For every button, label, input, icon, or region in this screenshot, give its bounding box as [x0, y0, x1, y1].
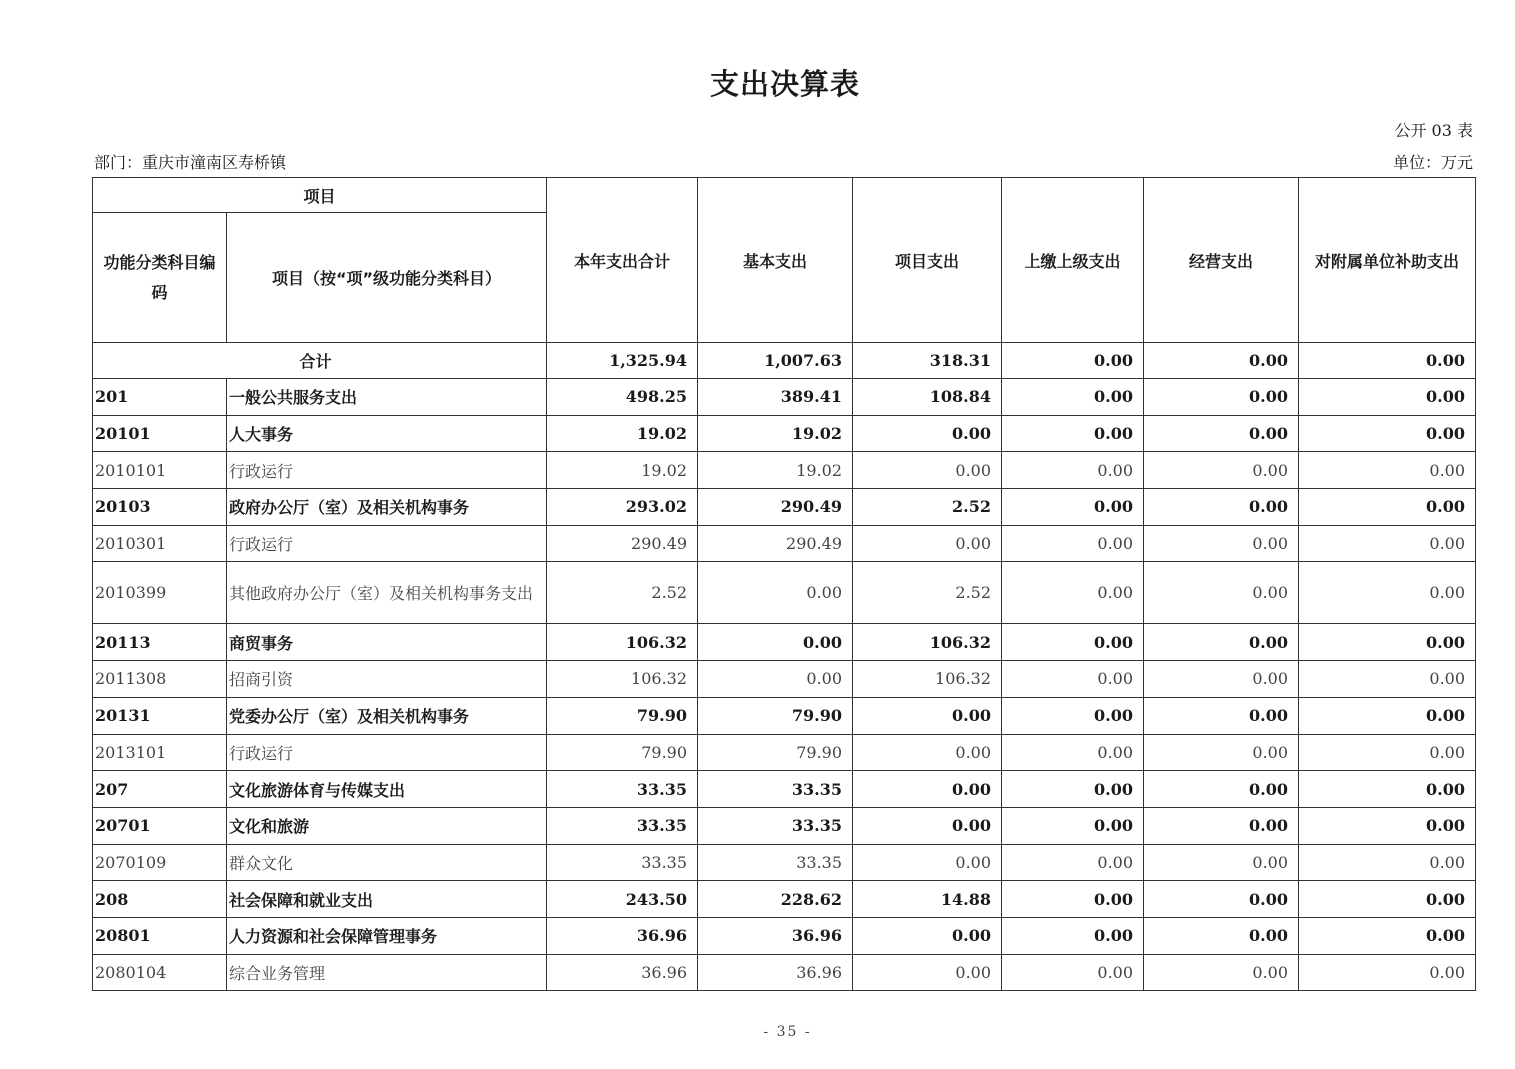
row-value: 0.00: [1144, 562, 1299, 624]
header-upper: 上缴上级支出: [1002, 178, 1144, 343]
row-value: 0.00: [853, 525, 1002, 562]
row-name: 文化和旅游: [227, 807, 547, 844]
row-value: 293.02: [547, 489, 698, 526]
row-code: 20131: [93, 697, 227, 734]
row-value: 0.00: [853, 771, 1002, 808]
total-label: 合计: [93, 343, 547, 379]
header-total: 本年支出合计: [547, 178, 698, 343]
row-name: 招商引资: [227, 661, 547, 698]
header-subsidy: 对附属单位补助支出: [1299, 178, 1476, 343]
row-code: 2080104: [93, 954, 227, 991]
row-value: 36.96: [547, 954, 698, 991]
row-name: 文化旅游体育与传媒支出: [227, 771, 547, 808]
row-value: 0.00: [1002, 954, 1144, 991]
row-value: 0.00: [1144, 415, 1299, 452]
row-name: 一般公共服务支出: [227, 379, 547, 416]
row-value: 0.00: [1144, 525, 1299, 562]
row-name: 政府办公厅（室）及相关机构事务: [227, 489, 547, 526]
row-value: 0.00: [853, 697, 1002, 734]
row-name: 人力资源和社会保障管理事务: [227, 917, 547, 954]
row-value: 0.00: [1144, 661, 1299, 698]
row-value: 106.32: [547, 624, 698, 661]
header-business: 经营支出: [1144, 178, 1299, 343]
row-value: 0.00: [1002, 771, 1144, 808]
header-code: 功能分类科目编码: [93, 213, 227, 343]
row-value: 0.00: [1002, 452, 1144, 489]
row-value: 0.00: [1002, 807, 1144, 844]
row-value: 0.00: [1002, 379, 1144, 416]
row-value: 0.00: [1299, 734, 1476, 771]
row-value: 33.35: [698, 844, 853, 881]
row-value: 290.49: [698, 525, 853, 562]
row-value: 290.49: [698, 489, 853, 526]
row-value: 0.00: [1144, 624, 1299, 661]
page-title: 支出决算表: [709, 67, 860, 101]
row-value: 2.52: [853, 489, 1002, 526]
table-row: [93, 917, 1476, 954]
row-value: 0.00: [1299, 881, 1476, 918]
table-row: [93, 844, 1476, 881]
table-row: [93, 697, 1476, 734]
row-value: 33.35: [698, 807, 853, 844]
row-code: 2013101: [93, 734, 227, 771]
row-value: 0.00: [1144, 697, 1299, 734]
row-value: 0.00: [1299, 525, 1476, 562]
row-value: 0.00: [1002, 624, 1144, 661]
row-value: 0.00: [1299, 807, 1476, 844]
row-value: 0.00: [1299, 624, 1476, 661]
table-row: [93, 771, 1476, 808]
row-name: 党委办公厅（室）及相关机构事务: [227, 697, 547, 734]
table-row: [93, 807, 1476, 844]
header-basic: 基本支出: [698, 178, 853, 343]
row-value: 0.00: [1002, 415, 1144, 452]
row-value: 33.35: [547, 807, 698, 844]
row-value: 79.90: [547, 734, 698, 771]
row-value: 19.02: [698, 452, 853, 489]
table-row: [93, 562, 1476, 624]
table-row: [93, 415, 1476, 452]
row-name: 商贸事务: [227, 624, 547, 661]
row-value: 0.00: [1299, 844, 1476, 881]
total-value: 0.00: [1144, 343, 1299, 379]
row-value: 0.00: [1144, 452, 1299, 489]
page-number: - 35 -: [763, 1024, 812, 1040]
row-value: 0.00: [1299, 562, 1476, 624]
row-value: 2.52: [853, 562, 1002, 624]
form-number: 公开 03 表: [1394, 121, 1473, 140]
row-value: 0.00: [1002, 844, 1144, 881]
row-value: 36.96: [698, 954, 853, 991]
row-value: 79.90: [698, 734, 853, 771]
row-value: 2.52: [547, 562, 698, 624]
row-value: 0.00: [1144, 379, 1299, 416]
table-row: [93, 525, 1476, 562]
row-value: 0.00: [1144, 807, 1299, 844]
row-value: 0.00: [1299, 489, 1476, 526]
row-value: 243.50: [547, 881, 698, 918]
row-value: 106.32: [853, 624, 1002, 661]
total-row: [93, 343, 1476, 379]
row-code: 2010301: [93, 525, 227, 562]
row-name: 社会保障和就业支出: [227, 881, 547, 918]
row-code: 20701: [93, 807, 227, 844]
row-code: 2011308: [93, 661, 227, 698]
row-value: 106.32: [853, 661, 1002, 698]
row-value: 19.02: [547, 415, 698, 452]
row-value: 389.41: [698, 379, 853, 416]
row-code: 208: [93, 881, 227, 918]
table-row: [93, 452, 1476, 489]
row-value: 0.00: [1144, 881, 1299, 918]
row-value: 0.00: [1144, 954, 1299, 991]
row-value: 0.00: [1299, 771, 1476, 808]
row-value: 0.00: [698, 661, 853, 698]
row-code: 20801: [93, 917, 227, 954]
row-value: 0.00: [1299, 415, 1476, 452]
row-value: 0.00: [1299, 379, 1476, 416]
row-value: 19.02: [547, 452, 698, 489]
row-value: 0.00: [1144, 844, 1299, 881]
table-row: [93, 881, 1476, 918]
row-value: 33.35: [547, 844, 698, 881]
row-value: 498.25: [547, 379, 698, 416]
row-value: 0.00: [1002, 917, 1144, 954]
row-value: 0.00: [1002, 881, 1144, 918]
row-value: 0.00: [1299, 954, 1476, 991]
row-name: 其他政府办公厅（室）及相关机构事务支出: [227, 562, 547, 624]
total-value: 0.00: [1002, 343, 1144, 379]
row-value: 0.00: [1144, 917, 1299, 954]
total-value: 318.31: [853, 343, 1002, 379]
row-value: 36.96: [698, 917, 853, 954]
row-name: 行政运行: [227, 734, 547, 771]
expenditure-table: [92, 177, 1476, 991]
row-value: 0.00: [853, 415, 1002, 452]
row-value: 14.88: [853, 881, 1002, 918]
row-value: 0.00: [1002, 525, 1144, 562]
row-value: 0.00: [1299, 917, 1476, 954]
total-value: 1,325.94: [547, 343, 698, 379]
row-value: 0.00: [1002, 734, 1144, 771]
row-value: 0.00: [1002, 697, 1144, 734]
row-code: 2070109: [93, 844, 227, 881]
row-value: 0.00: [853, 452, 1002, 489]
row-value: 0.00: [853, 807, 1002, 844]
table-row: [93, 661, 1476, 698]
row-value: 0.00: [698, 562, 853, 624]
row-value: 228.62: [698, 881, 853, 918]
department-label: 部门：重庆市潼南区寿桥镇: [94, 153, 287, 172]
row-value: 290.49: [547, 525, 698, 562]
row-code: 20113: [93, 624, 227, 661]
row-code: 2010399: [93, 562, 227, 624]
row-value: 36.96: [547, 917, 698, 954]
row-value: 0.00: [1144, 771, 1299, 808]
row-name: 行政运行: [227, 525, 547, 562]
row-value: 0.00: [853, 954, 1002, 991]
row-value: 0.00: [1002, 661, 1144, 698]
total-value: 1,007.63: [698, 343, 853, 379]
row-value: 0.00: [853, 917, 1002, 954]
table-row: [93, 624, 1476, 661]
row-code: 20101: [93, 415, 227, 452]
row-name: 群众文化: [227, 844, 547, 881]
row-code: 207: [93, 771, 227, 808]
row-code: 2010101: [93, 452, 227, 489]
row-value: 0.00: [1299, 452, 1476, 489]
row-value: 106.32: [547, 661, 698, 698]
row-value: 0.00: [853, 734, 1002, 771]
row-value: 0.00: [698, 624, 853, 661]
header-name: 项目（按“项”级功能分类科目）: [227, 213, 547, 343]
row-value: 33.35: [547, 771, 698, 808]
row-code: 201: [93, 379, 227, 416]
table-row: [93, 734, 1476, 771]
row-value: 0.00: [1144, 734, 1299, 771]
row-value: 79.90: [547, 697, 698, 734]
row-value: 0.00: [1299, 661, 1476, 698]
row-value: 0.00: [1002, 562, 1144, 624]
table-row: [93, 489, 1476, 526]
row-value: 33.35: [698, 771, 853, 808]
row-value: 0.00: [1299, 697, 1476, 734]
header-project: 项目支出: [853, 178, 1002, 343]
total-value: 0.00: [1299, 343, 1476, 379]
table-row: [93, 379, 1476, 416]
row-name: 综合业务管理: [227, 954, 547, 991]
row-value: 79.90: [698, 697, 853, 734]
row-name: 人大事务: [227, 415, 547, 452]
row-value: 0.00: [1002, 489, 1144, 526]
header-item: 项目: [93, 178, 547, 213]
row-value: 0.00: [1144, 489, 1299, 526]
row-code: 20103: [93, 489, 227, 526]
row-value: 0.00: [853, 844, 1002, 881]
row-value: 19.02: [698, 415, 853, 452]
table-row: [93, 954, 1476, 991]
unit-label: 单位：万元: [1392, 153, 1473, 172]
row-value: 108.84: [853, 379, 1002, 416]
row-name: 行政运行: [227, 452, 547, 489]
